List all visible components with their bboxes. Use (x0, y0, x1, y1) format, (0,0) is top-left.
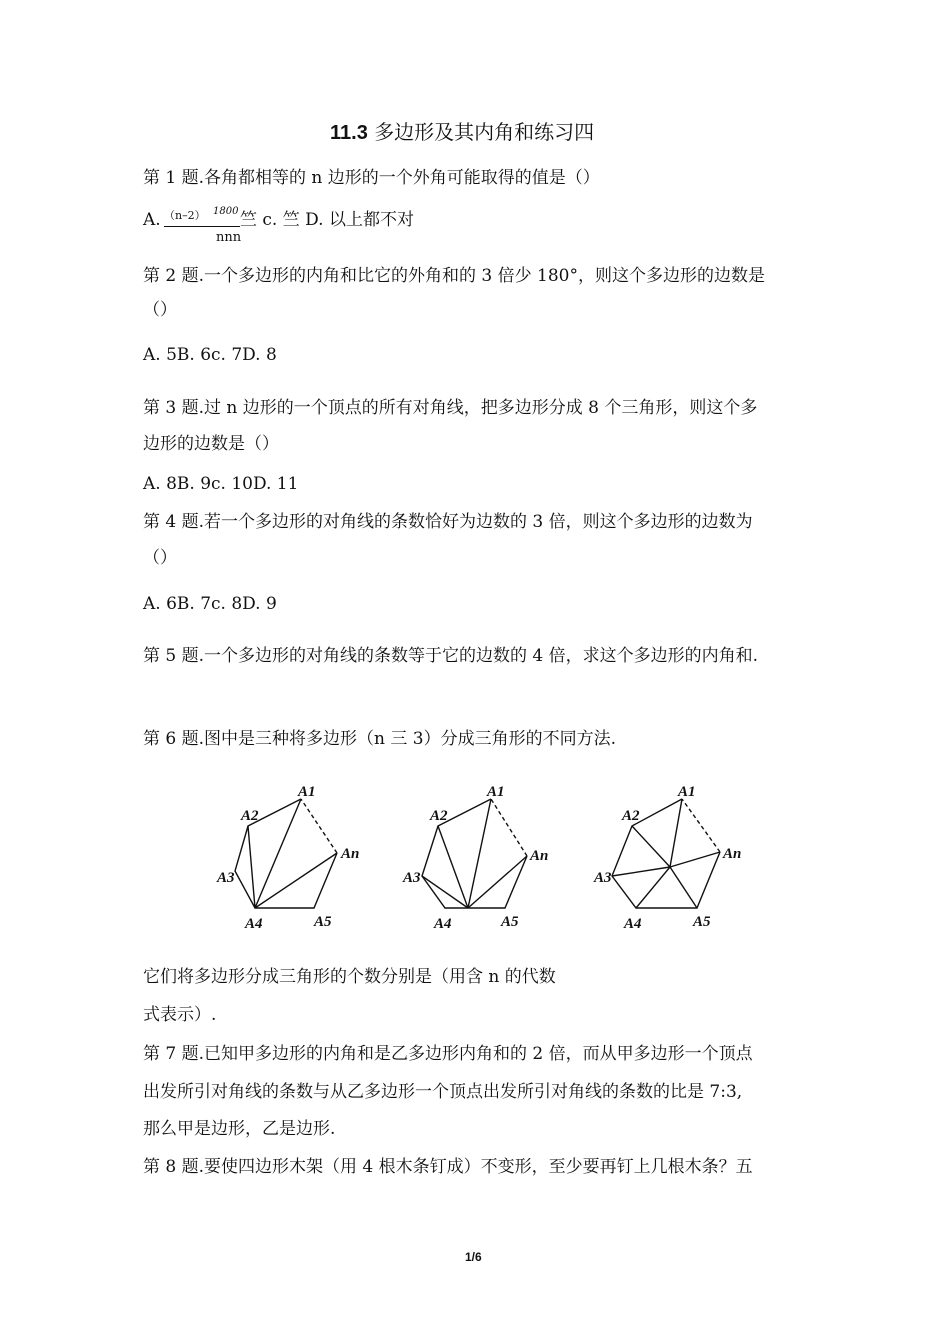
question-4-cont: （） (143, 548, 177, 568)
fig1-label-a5: A5 (314, 914, 332, 930)
q1-option-a-denominator: nnn (216, 230, 242, 245)
question-6-cont-2: 式表示）. (143, 1005, 217, 1025)
fig3-label-a5: A5 (693, 914, 711, 930)
fig1-label-a3: A3 (217, 870, 235, 886)
question-5: 第 5 题.一个多边形的对角线的条数等于它的边数的 4 倍，求这个多边形的内角和. (143, 646, 759, 666)
fig2-label-an: An (530, 848, 549, 864)
q1-option-a-superscript: 1800 (213, 206, 239, 217)
question-6-cont: 它们将多边形分成三角形的个数分别是（用含 n 的代数 (143, 967, 556, 987)
q1-option-a-label: A. (143, 210, 161, 230)
question-7-cont: 出发所引对角线的条数与从乙多边形一个顶点出发所引对角线的条数的比是 7:3, (143, 1082, 743, 1102)
q1-option-a-rest: 竺 c. 竺 D. 以上都不对 (240, 210, 414, 230)
fig2-label-a4: A4 (434, 916, 452, 932)
question-3-cont: 边形的边数是（） (143, 434, 279, 454)
question-2: 第 2 题.一个多边形的内角和比它的外角和的 3 倍少 180°，则这个多边形的边数是 (143, 266, 766, 286)
page-title (330, 122, 594, 143)
question-2-cont: （） (143, 300, 177, 320)
fig2-label-a3: A3 (403, 870, 421, 886)
fig3-label-a1: A1 (678, 784, 696, 800)
question-3: 第 3 题.过 n 边形的一个顶点的所有对角线，把多边形分成 8 个三角形，则这个多 (143, 398, 758, 418)
question-8: 第 8 题.要使四边形木架（用 4 根木条钉成）不变形，至少要再钉上几根木条？五 (143, 1157, 753, 1177)
fig2-label-a2: A2 (430, 808, 448, 824)
question-4-options: A. 6B. 7c. 8D. 9 (143, 594, 277, 614)
fig2-label-a5: A5 (501, 914, 519, 930)
question-4: 第 4 题.若一个多边形的对角线的条数恰好为边数的 3 倍，则这个多边形的边数为 (143, 512, 753, 532)
fig3-label-a2: A2 (622, 808, 640, 824)
question-1: 第 1 题.各角都相等的 n 边形的一个外角可能取得的值是（） (143, 168, 600, 188)
q1-fraction-line (164, 226, 240, 227)
fig3-label-a4: A4 (624, 916, 642, 932)
question-3-options: A. 8B. 9c. 10D. 11 (143, 474, 299, 494)
fig1-label-a1: A1 (298, 784, 316, 800)
page-number: 1/6 (465, 1250, 482, 1264)
title-text: 多边形及其内角和练习四 (374, 120, 595, 144)
polygon-triangulation-figure (200, 780, 770, 940)
fig3-label-an: An (723, 846, 742, 862)
fig1-label-a4: A4 (245, 916, 263, 932)
fig1-label-an: An (341, 846, 360, 862)
question-7-cont-2: 那么甲是边形，乙是边形. (143, 1119, 336, 1139)
question-2-options: A. 5B. 6c. 7D. 8 (143, 345, 277, 365)
question-6: 第 6 题.图中是三种将多边形（n 三 3）分成三角形的不同方法. (143, 729, 617, 749)
fig3-label-a3: A3 (594, 870, 612, 886)
title-number: 11.3 (330, 122, 368, 144)
q1-option-a-numerator: （n–2） (164, 209, 206, 222)
question-7: 第 7 题.已知甲多边形的内角和是乙多边形内角和的 2 倍，而从甲多边形一个顶点 (143, 1044, 753, 1064)
fig2-label-a1: A1 (487, 784, 505, 800)
fig1-label-a2: A2 (241, 808, 259, 824)
